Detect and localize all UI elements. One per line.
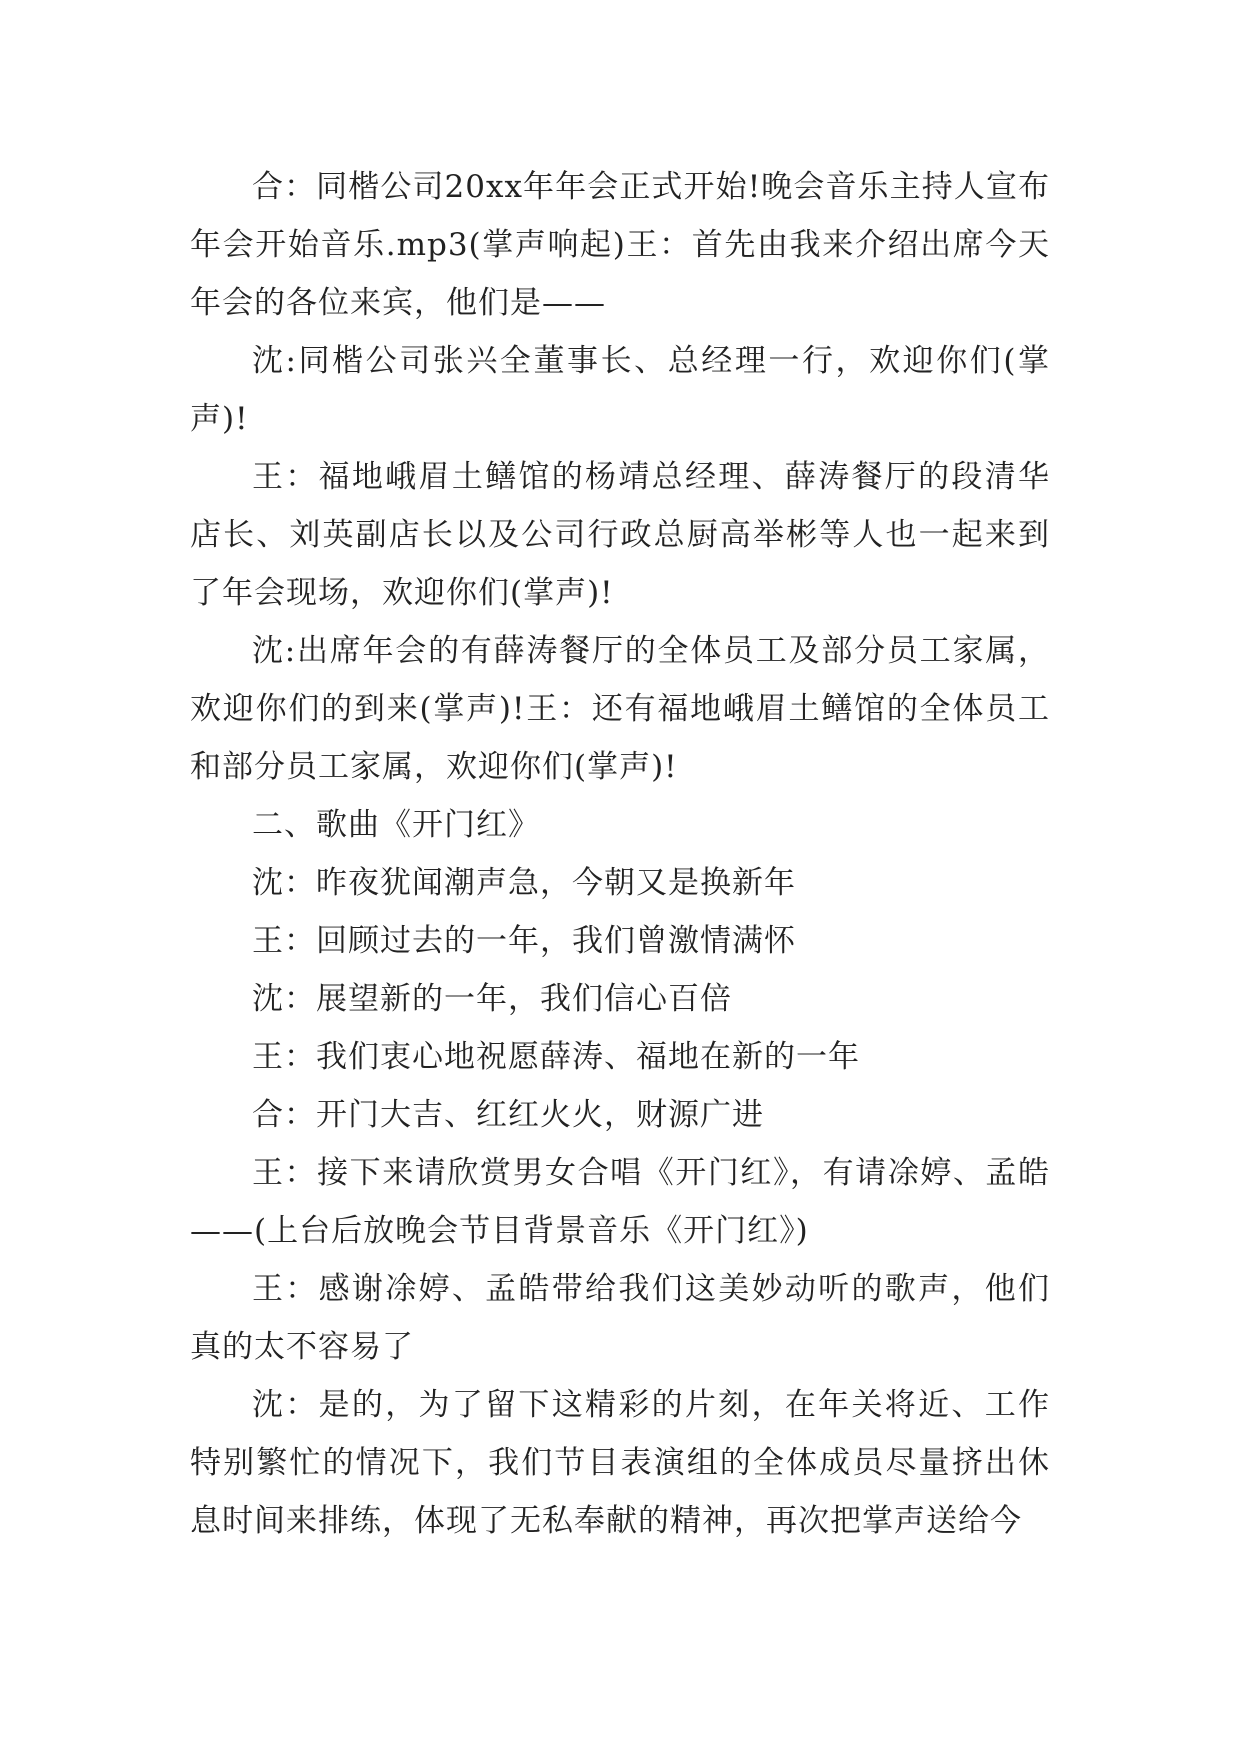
paragraph: 沈:出席年会的有薛涛餐厅的全体员工及部分员工家属，欢迎你们的到来(掌声)!王：还有福地峨眉土鳝馆的全体员工和部分员工家属，欢迎你们(掌声)! [190,633,1050,785]
paragraph: 王：福地峨眉土鳝馆的杨靖总经理、薛涛餐厅的段清华店长、刘英副店长以及公司行政总厨高举彬等人也一起来到了年会现场，欢迎你们(掌声)! [190,459,1050,611]
paragraph: 王：回顾过去的一年，我们曾激情满怀 [252,923,796,959]
paragraph: 合：同楷公司20xx年年会正式开始!晚会音乐主持人宣布年会开始音乐.mp3(掌声响起)王：首先由我来介绍出席今天年会的各位来宾，他们是—— [190,169,1050,321]
paragraph: 沈：展望新的一年，我们信心百倍 [252,981,732,1017]
paragraph: 沈：昨夜犹闻潮声急，今朝又是换新年 [252,865,796,901]
paragraph: 合：开门大吉、红红火火，财源广进 [252,1097,764,1133]
paragraph: 沈:同楷公司张兴全董事长、总经理一行，欢迎你们(掌声)! [190,343,1050,437]
document-body [190,158,1050,1550]
paragraph: 沈：是的，为了留下这精彩的片刻，在年关将近、工作特别繁忙的情况下，我们节目表演组的全体成员尽量挤出休息时间来排练，体现了无私奉献的精神，再次把掌声送给今 [190,1387,1050,1539]
paragraph: 王：感谢凃婷、孟皓带给我们这美妙动听的歌声，他们真的太不容易了 [190,1271,1050,1365]
paragraph: 王：接下来请欣赏男女合唱《开门红》，有请凃婷、孟皓——(上台后放晚会节目背景音乐《开门红》) [190,1155,1050,1249]
section-heading: 二、歌曲《开门红》 [252,807,540,843]
paragraph: 王：我们衷心地祝愿薛涛、福地在新的一年 [252,1039,860,1075]
